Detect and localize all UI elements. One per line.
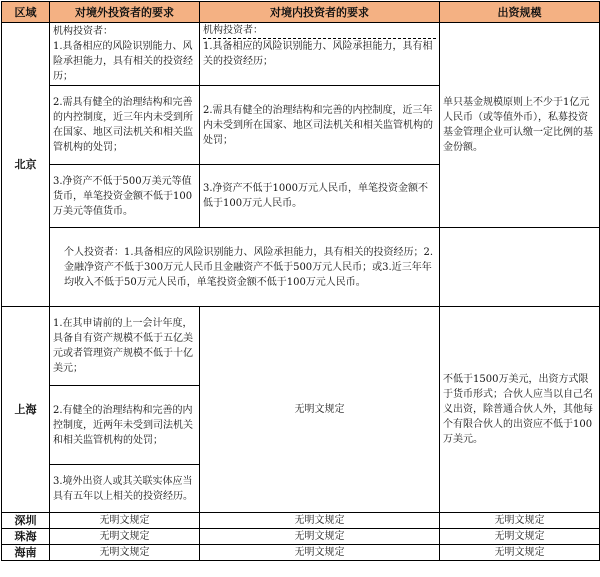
header-domestic: 对境内投资者的要求	[200, 2, 440, 23]
beijing-domestic-item-1: 1.具备相应的风险识别能力、风险承担能力，具有相关的投资经历；	[203, 38, 436, 69]
zhuhai-row	[2, 529, 600, 545]
region-zhuhai: 珠海	[2, 529, 50, 545]
header-foreign: 对境外投资者的要求	[50, 2, 200, 23]
region-shenzhen: 深圳	[2, 513, 50, 529]
investor-requirements-table	[1, 1, 600, 561]
shanghai-foreign-2: 2.有健全的治理结构和完善的内控制度，近两年未受到司法机关和相关监管机构的处罚；	[50, 386, 200, 465]
region-shanghai: 上海	[2, 307, 50, 513]
beijing-capital: 单只基金规模原则上不少于1亿元人民币（或等值外币），私募投资基金管理企业可认缴一定比例的基金份额。	[440, 23, 600, 228]
header-row	[2, 2, 600, 23]
shenzhen-domestic: 无明文规定	[200, 513, 440, 529]
shanghai-foreign-3: 3.境外出资人或其关联实体应当具有五年以上相关的投资经历。	[50, 465, 200, 513]
beijing-foreign-1	[50, 23, 200, 86]
shanghai-domestic: 无明文规定	[200, 307, 440, 513]
beijing-foreign-inst-title: 机构投资者：	[53, 26, 113, 37]
region-hainan: 海南	[2, 545, 50, 561]
zhuhai-foreign: 无明文规定	[50, 529, 200, 545]
hainan-capital: 无明文规定	[440, 545, 600, 561]
header-capital: 出资规模	[440, 2, 600, 23]
beijing-foreign-3: 3.净资产不低于500万美元等值货币，单笔投资金额不低于100万美元等值货币。	[50, 165, 200, 228]
beijing-domestic-inst-title: 机构投资者：	[203, 25, 263, 36]
beijing-domestic-2: 2.需具有健全的治理结构和完善的内控制度，近三年内未受到所在国家、地区司法机关和相关监管机构的处罚；	[200, 86, 440, 165]
hainan-domestic: 无明文规定	[200, 545, 440, 561]
beijing-foreign-2: 2.需具有健全的治理结构和完善的内控制度，近三年内未受到所在国家、地区司法机关和相关监管机构的处罚；	[50, 86, 200, 165]
shanghai-row-1	[2, 307, 600, 386]
hainan-foreign: 无明文规定	[50, 545, 200, 561]
shanghai-foreign-1: 1.在其申请前的上一会计年度，具备自有资产规模不低于五亿美元或者管理资产规模不低于十亿美元；	[50, 307, 200, 386]
shanghai-capital: 不低于1500万美元，出资方式限于货币形式；合伙人应当以自己名义出资，除普通合伙人外，其他每个有限合伙人的出资应不低于100万美元。	[440, 307, 600, 513]
beijing-capital-empty	[440, 228, 600, 307]
beijing-row-1	[2, 23, 600, 86]
shenzhen-foreign: 无明文规定	[50, 513, 200, 529]
beijing-foreign-item-1: 1.具备相应的风险识别能力、风险承担能力，具有相关的投资经历；	[53, 41, 193, 82]
beijing-individual: 个人投资者：1.具备相应的风险识别能力、风险承担能力，具有相关的投资经历；2.金融净资产不低于300万元人民币且金融资产不低于500万元人民币；或3.近三年年均收入不低于50万元人民币，单笔投资金额不低于100万元人民币。	[50, 228, 440, 307]
region-beijing: 北京	[2, 23, 50, 307]
shenzhen-row	[2, 513, 600, 529]
zhuhai-domestic: 无明文规定	[200, 529, 440, 545]
header-region: 区域	[2, 2, 50, 23]
zhuhai-capital: 无明文规定	[440, 529, 600, 545]
beijing-domestic-1	[200, 23, 440, 86]
hainan-row	[2, 545, 600, 561]
shenzhen-capital: 无明文规定	[440, 513, 600, 529]
beijing-domestic-3: 3.净资产不低于1000万元人民币，单笔投资金额不低于100万元人民币。	[200, 165, 440, 228]
beijing-row-4	[2, 228, 600, 307]
